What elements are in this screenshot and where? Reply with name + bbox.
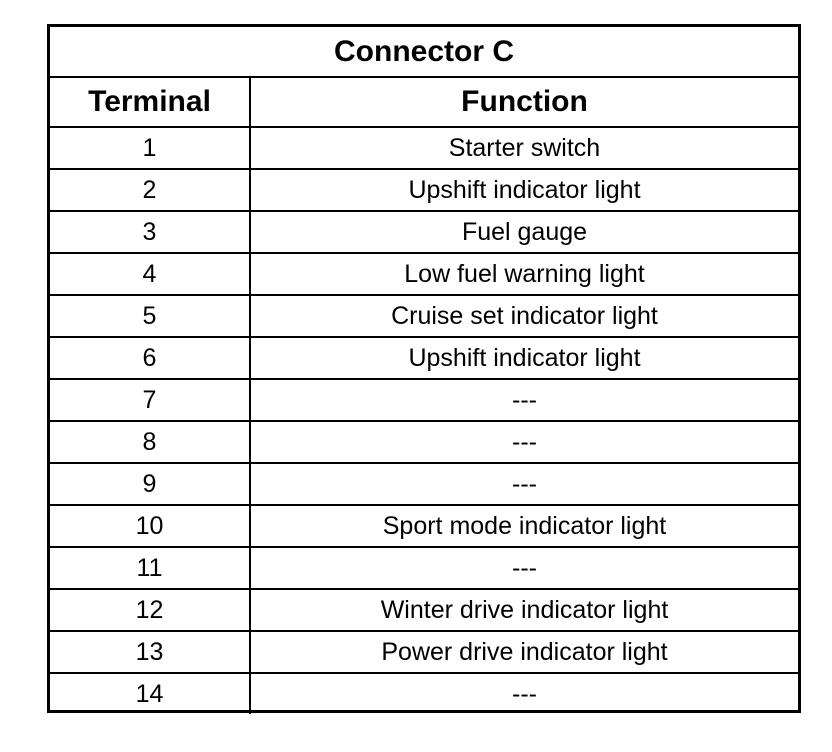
table-row bbox=[50, 673, 798, 714]
table-row bbox=[50, 421, 798, 463]
function-cell: Upshift indicator light bbox=[250, 169, 798, 211]
terminal-cell: 14 bbox=[50, 673, 250, 714]
function-cell: Starter switch bbox=[250, 127, 798, 169]
function-cell: Upshift indicator light bbox=[250, 337, 798, 379]
terminal-cell: 2 bbox=[50, 169, 250, 211]
function-cell: Fuel gauge bbox=[250, 211, 798, 253]
terminal-cell: 7 bbox=[50, 379, 250, 421]
table-row bbox=[50, 631, 798, 673]
table-row bbox=[50, 295, 798, 337]
function-cell: Low fuel warning light bbox=[250, 253, 798, 295]
function-cell: Winter drive indicator light bbox=[250, 589, 798, 631]
terminal-cell: 9 bbox=[50, 463, 250, 505]
terminal-column-header: Terminal bbox=[50, 77, 250, 127]
terminal-cell: 4 bbox=[50, 253, 250, 295]
terminal-cell: 12 bbox=[50, 589, 250, 631]
function-cell: --- bbox=[250, 673, 798, 714]
terminal-cell: 8 bbox=[50, 421, 250, 463]
table-row bbox=[50, 463, 798, 505]
table-row bbox=[50, 589, 798, 631]
table-title: Connector C bbox=[50, 27, 798, 77]
table-row bbox=[50, 337, 798, 379]
terminal-cell: 13 bbox=[50, 631, 250, 673]
terminal-cell: 1 bbox=[50, 127, 250, 169]
table-row bbox=[50, 547, 798, 589]
table-row bbox=[50, 211, 798, 253]
function-cell: Cruise set indicator light bbox=[250, 295, 798, 337]
terminal-cell: 6 bbox=[50, 337, 250, 379]
table-title-row bbox=[50, 27, 798, 77]
terminal-cell: 3 bbox=[50, 211, 250, 253]
terminal-cell: 11 bbox=[50, 547, 250, 589]
function-cell: --- bbox=[250, 421, 798, 463]
function-cell: --- bbox=[250, 547, 798, 589]
function-column-header: Function bbox=[250, 77, 798, 127]
terminal-cell: 5 bbox=[50, 295, 250, 337]
function-cell: --- bbox=[250, 379, 798, 421]
table-row bbox=[50, 253, 798, 295]
table-row bbox=[50, 379, 798, 421]
table-row bbox=[50, 505, 798, 547]
connector-table-frame bbox=[47, 24, 801, 713]
table-row bbox=[50, 127, 798, 169]
function-cell: --- bbox=[250, 463, 798, 505]
function-cell: Power drive indicator light bbox=[250, 631, 798, 673]
connector-table bbox=[50, 27, 798, 714]
function-cell: Sport mode indicator light bbox=[250, 505, 798, 547]
table-row bbox=[50, 169, 798, 211]
terminal-cell: 10 bbox=[50, 505, 250, 547]
table-header-row bbox=[50, 77, 798, 127]
